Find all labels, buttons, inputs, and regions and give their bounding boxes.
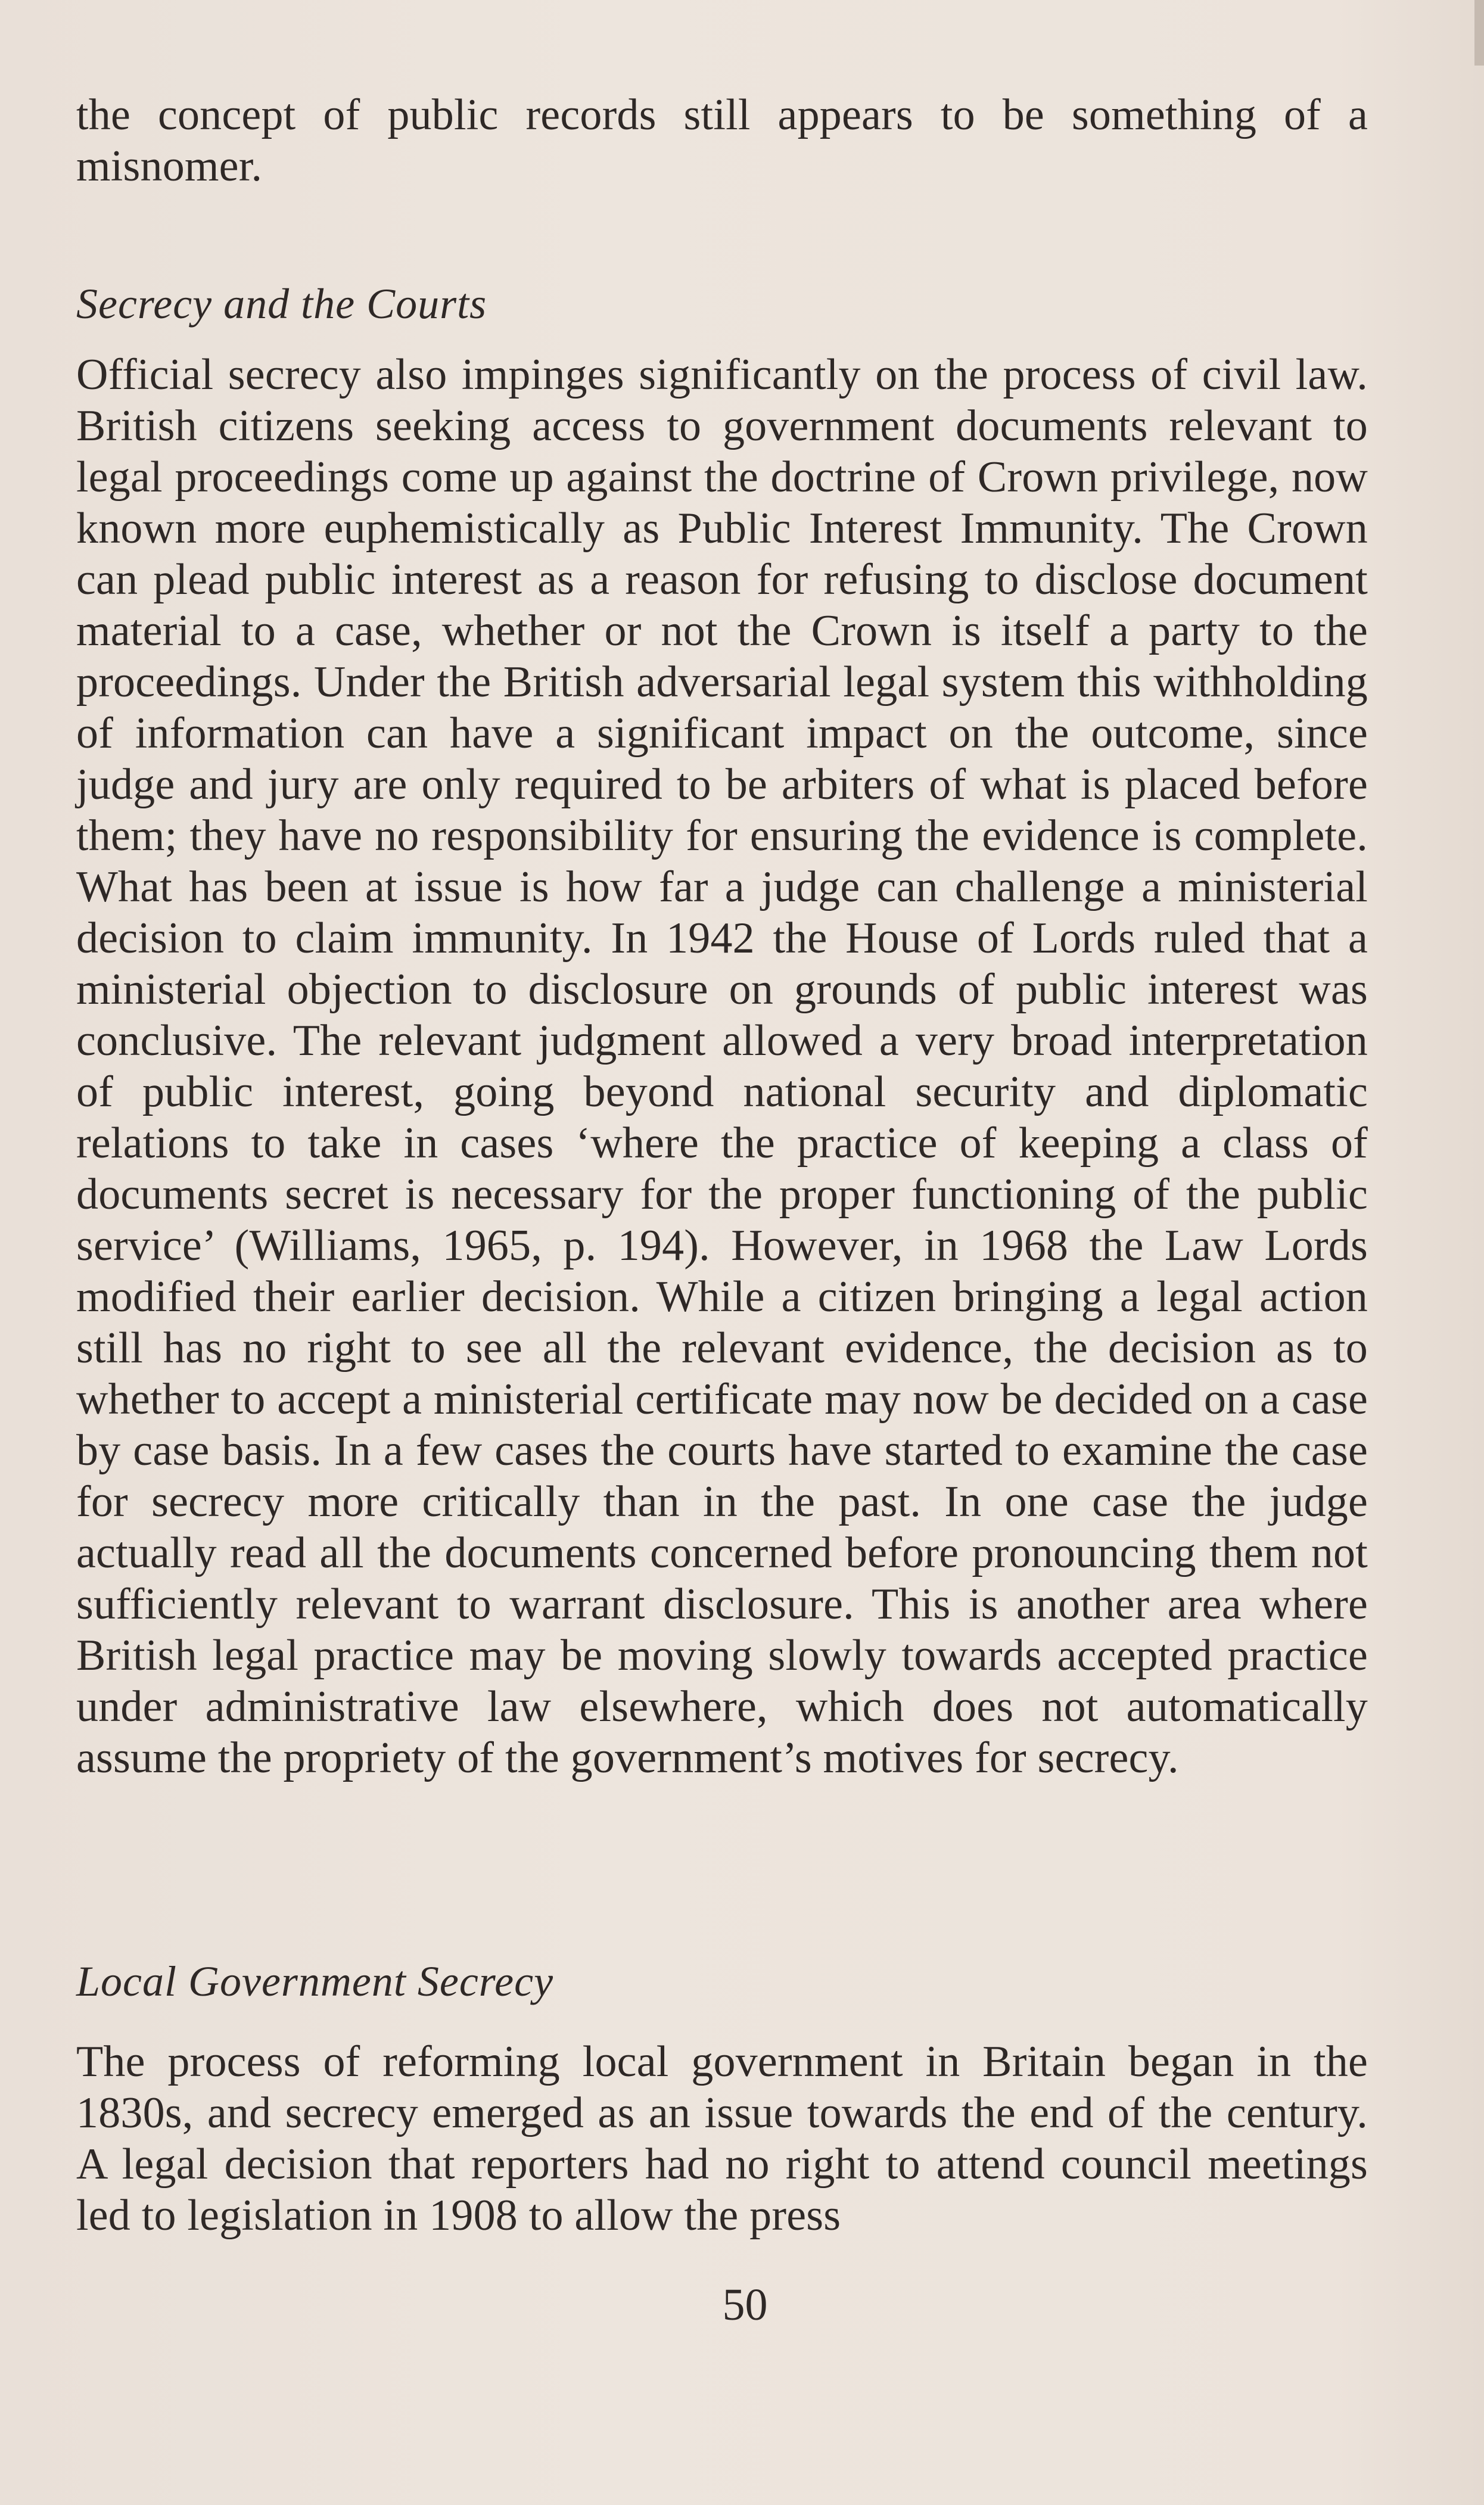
section-body-secrecy-courts: Official secrecy also impinges significantly on the process of civil law. British citizens seeking access to government documents relevant to legal proceedings come up against the doctrine of Crown privilege, now known more euphemistically as Public Interest Immunity. The Crown can plead public interest as a reason for refusing to disclose document material to a case, whether or not the Crown is itself a party to the proceedings. Under the British adversarial legal system this withholding of information can have a significant impact on the outcome, since judge and jury are only required to be arbiters of what is placed before them; they have no responsibility for ensuring the evidence is complete. What has been at issue is how far a judge can challenge a ministerial decision to claim immunity. In 1942 the House of Lords ruled that a ministerial objection to disclosure on grounds of public interest was conclusive. The relevant judgment allowed a very broad interpretation of public interest, going beyond national security and diplomatic relations to take in cases ‘where the practice of keeping a class of documents secret is necessary for the proper functioning of the public service’ (Williams, 1965, p. 194). However, in 1968 the Law Lords modified their earlier decision. While a citizen bringing a legal action still has no right to see all the relevant evidence, the decision as to whether to accept a ministerial certificate may now be decided on a case by case basis. In a few cases the courts have started to examine the case for secrecy more critically than in the past. In one case the judge actually read all the documents concerned before pronouncing them not sufficiently relevant to warrant disclosure. This is another area where British legal practice may be moving slowly towards accepted practice under administrative law elsewhere, which does not automatically assume the propriety of the government’s motives for secrecy. [76,350,1368,1782]
opening-paragraph: the concept of public records still appears to be something of a misnomer. [76,91,1368,191]
section-heading-local-government: Local Government Secrecy [76,1958,554,2005]
section-heading-secrecy-courts: Secrecy and the Courts [76,280,487,328]
section-body-local-government: The process of reforming local government in Britain began in the 1830s, and secrecy emerged as an issue towards the end of the century. A legal decision that reporters had no right to attend council meetings led to legislation in 1908 to allow the press [76,2037,1368,2240]
page-number: 50 [722,2280,768,2330]
page-edge [1474,0,1484,66]
